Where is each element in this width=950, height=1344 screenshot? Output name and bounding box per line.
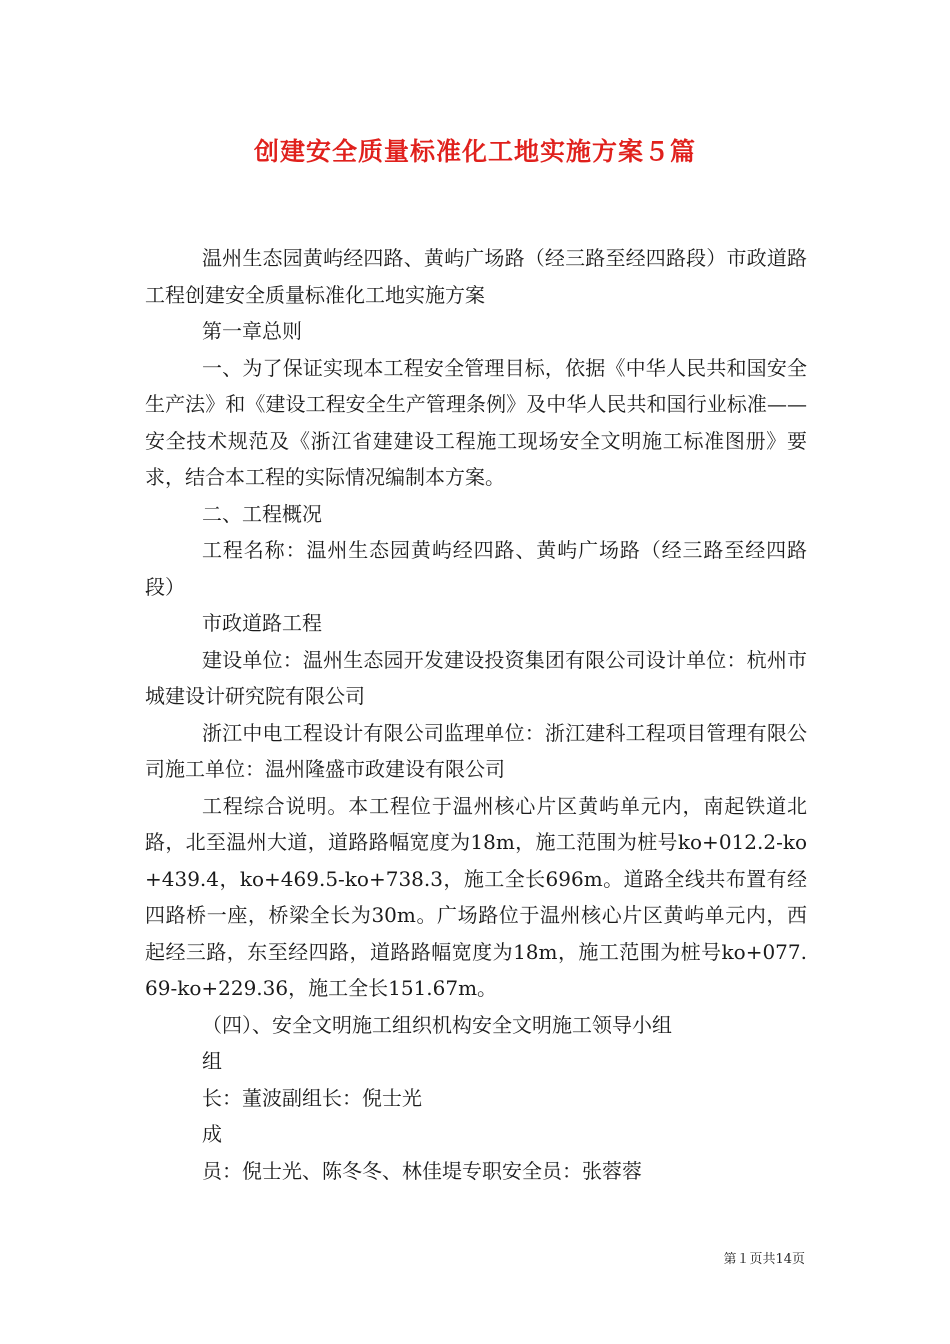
page-title: 创建安全质量标准化工地实施方案５篇	[253, 137, 696, 166]
paragraph: 浙江中电工程设计有限公司监理单位：浙江建科工程项目管理有限公司施工单位：温州隆盛市政建设有限公司	[145, 720, 807, 781]
paragraph: 组	[202, 1049, 222, 1073]
section-heading: 二、工程概况	[202, 501, 322, 526]
page-number: 第１页共14页	[723, 1252, 805, 1267]
paragraph: 市政道路工程	[202, 611, 322, 635]
document-body	[145, 240, 807, 1189]
paragraph: 工程综合说明。本工程位于温州核心片区黄屿单元内，南起铁道北路，北至温州大道，道路路幅宽度为18m，施工范围为桩号ko+012.2-ko+439.4，ko+469.5-ko+738.3，施工全长696m。道路全线共布置有经四路桥一座，桥梁全长为30m。广场路位于温州核心片区黄屿单元内，西起经三路，东至经四路，道路路幅宽度为18m，施工范围为桩号ko+077.69-ko+229.36，施工全长151.67m。	[145, 793, 807, 1000]
chapter-heading: 第一章总则	[202, 319, 302, 343]
paragraph: 成	[202, 1122, 222, 1146]
paragraph: 员：倪士光、陈冬冬、林佳堤专职安全员：张蓉蓉	[202, 1158, 642, 1183]
paragraph: 一、为了保证实现本工程安全管理目标，依据《中华人民共和国安全生产法》和《建设工程安全生产管理条例》及中华人民共和国行业标准——安全技术规范及《浙江省建建设工程施工现场安全文明施工标准图册》要求，结合本工程的实际情况编制本方案。	[145, 355, 807, 489]
paragraph: （四）、安全文明施工组织机构安全文明施工领导小组	[202, 1012, 672, 1037]
paragraph: 温州生态园黄屿经四路、黄屿广场路（经三路至经四路段）市政道路工程创建安全质量标准化工地实施方案	[145, 246, 807, 307]
paragraph: 工程名称：温州生态园黄屿经四路、黄屿广场路（经三路至经四路段）	[145, 538, 807, 599]
paragraph: 建设单位：温州生态园开发建设投资集团有限公司设计单位：杭州市城建设计研究院有限公司	[145, 647, 807, 708]
paragraph: 长：董波副组长：倪士光	[202, 1085, 422, 1110]
